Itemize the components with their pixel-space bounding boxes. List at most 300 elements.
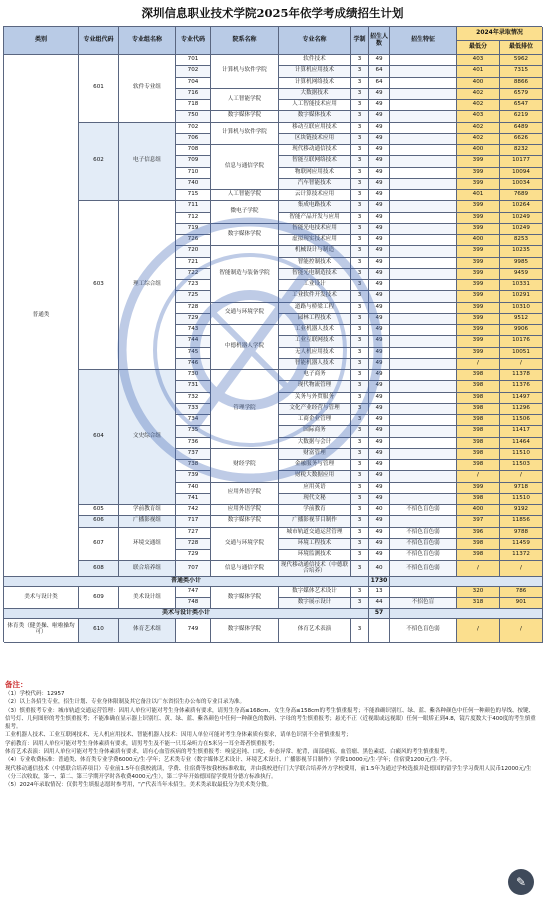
- major-name: 体育艺术表演: [279, 619, 351, 643]
- group-name: 电子信息组: [119, 123, 176, 202]
- major-code: 728: [176, 539, 211, 550]
- years: 3: [351, 156, 369, 167]
- min-rank-2024: 9192: [500, 505, 543, 516]
- min-rank-2024: 11376: [500, 381, 543, 392]
- major-name: 智能控制技术: [279, 258, 351, 269]
- floating-edit-button[interactable]: [508, 869, 534, 895]
- years: 3: [351, 179, 369, 190]
- years: 3: [351, 190, 369, 201]
- enroll-count: 49: [369, 550, 390, 561]
- min-score-2024: 399: [457, 201, 500, 212]
- major-name: 数字展示设计: [279, 598, 351, 609]
- feature: [390, 246, 457, 257]
- enroll-count: 49: [369, 291, 390, 302]
- feature: 不招色盲色弱: [390, 528, 457, 539]
- years: 3: [351, 336, 369, 347]
- group-name: 环境交通组: [119, 528, 176, 562]
- major-name: 国际商务: [279, 426, 351, 437]
- general-subtotal-blank: [390, 577, 543, 587]
- min-rank-2024: 9985: [500, 258, 543, 269]
- min-score-2024: 396: [457, 528, 500, 539]
- min-score-2024: 318: [457, 598, 500, 609]
- major-code: 709: [176, 156, 211, 167]
- sparkle-edit-icon: ✎: [515, 875, 527, 889]
- major-code: 729: [176, 314, 211, 325]
- min-score-2024: 398: [457, 438, 500, 449]
- years: 3: [351, 66, 369, 77]
- min-score-2024: 399: [457, 179, 500, 190]
- enroll-count: 49: [369, 156, 390, 167]
- enroll-count: 49: [369, 100, 390, 111]
- note-line: （4）专业收费标准：普通类、体育类专业学费6000元/生·学年；艺术类专业（数字媒体艺术设计、环境艺术设计、广播影视节目制作）学费10000元/生·学年；住宿费1200元/生·学年。: [5, 757, 456, 764]
- years: 3: [351, 587, 369, 598]
- min-rank-2024: 10249: [500, 224, 543, 235]
- years: 3: [351, 100, 369, 111]
- min-score-2024: 398: [457, 449, 500, 460]
- min-rank-2024: 8866: [500, 78, 543, 89]
- major-code: 706: [176, 134, 211, 145]
- major-code: 720: [176, 246, 211, 257]
- feature: [390, 111, 457, 122]
- years: 3: [351, 449, 369, 460]
- major-name: 智能光电技术应用: [279, 224, 351, 235]
- major-name: 智能机器人技术: [279, 359, 351, 370]
- feature: [390, 325, 457, 336]
- min-rank-2024: 9512: [500, 314, 543, 325]
- min-rank-2024: 11503: [500, 460, 543, 471]
- college-name: 应用外语学院: [211, 505, 279, 516]
- min-rank-2024: /: [500, 619, 543, 643]
- major-name: 机械设计与制造: [279, 246, 351, 257]
- years: 3: [351, 561, 369, 577]
- min-rank-2024: 10051: [500, 348, 543, 359]
- years: 3: [351, 89, 369, 100]
- years: 3: [351, 539, 369, 550]
- enroll-count: 49: [369, 404, 390, 415]
- feature: [390, 269, 457, 280]
- major-name: 物联网应用技术: [279, 168, 351, 179]
- major-code: 716: [176, 89, 211, 100]
- major-code: 721: [176, 258, 211, 269]
- feature: [390, 123, 457, 134]
- enroll-count: 49: [369, 336, 390, 347]
- header-group-code: 专业组代码: [79, 27, 119, 55]
- major-name: 工商企业管理: [279, 415, 351, 426]
- feature: [390, 471, 457, 482]
- group-name: 联合培养组: [119, 561, 176, 577]
- major-code: 732: [176, 393, 211, 404]
- min-score-2024: 402: [457, 134, 500, 145]
- header-category: 类别: [4, 27, 79, 55]
- min-rank-2024: 11378: [500, 370, 543, 381]
- feature: [390, 179, 457, 190]
- feature: [390, 415, 457, 426]
- feature: 不招色盲色弱: [390, 505, 457, 516]
- major-name: 云计算技术应用: [279, 190, 351, 201]
- years: 3: [351, 494, 369, 505]
- min-rank-2024: 10249: [500, 213, 543, 224]
- years: 3: [351, 415, 369, 426]
- enroll-count: 49: [369, 269, 390, 280]
- header-count: 招生人数: [369, 27, 390, 55]
- min-rank-2024: 11497: [500, 393, 543, 404]
- college-name: 财经学院: [211, 449, 279, 483]
- min-score-2024: 399: [457, 280, 500, 291]
- enroll-count: 49: [369, 426, 390, 437]
- min-score-2024: 399: [457, 314, 500, 325]
- years: 3: [351, 134, 369, 145]
- min-rank-2024: 10034: [500, 179, 543, 190]
- years: 3: [351, 426, 369, 437]
- notes-section: [5, 679, 537, 903]
- major-code: 727: [176, 528, 211, 539]
- min-rank-2024: 6547: [500, 100, 543, 111]
- min-rank-2024: 10264: [500, 201, 543, 212]
- min-rank-2024: 9788: [500, 528, 543, 539]
- enroll-count: 44: [369, 598, 390, 609]
- college-name: 人工智能学院: [211, 190, 279, 201]
- min-score-2024: 398: [457, 415, 500, 426]
- major-name: 集成电路技术: [279, 201, 351, 212]
- min-rank-2024: 11510: [500, 494, 543, 505]
- years: 3: [351, 213, 369, 224]
- feature: [390, 190, 457, 201]
- major-code: 711: [176, 201, 211, 212]
- group-code: 605: [79, 505, 119, 516]
- min-score-2024: 403: [457, 55, 500, 66]
- group-code: 609: [79, 587, 119, 610]
- min-score-2024: 400: [457, 78, 500, 89]
- min-score-2024: 399: [457, 224, 500, 235]
- group-code: 608: [79, 561, 119, 577]
- major-name: 虚拟现实技术应用: [279, 235, 351, 246]
- enroll-count: 49: [369, 494, 390, 505]
- min-score-2024: 399: [457, 336, 500, 347]
- college-name: 智能制造与装备学院: [211, 246, 279, 302]
- note-line: （3）慎重报考专业：城市轨道交通运营管理：因用人单位可能对考生身体素质有要求，请男生身高≤168cm、女生身高≤158cm的考生慎重报考；不能准确识别红、绿、蓝、紫各种颜色中任何一种颜色的导线、按键、信号灯、几何图形的考生慎重报考；不能准确在显示器上识别红、黄、绿、蓝、紫各颜色中任何一种颜色的数码、字母的考生慎重报考；悬光不正（近视眼或远视眼）任何一眼矫正到4.8，镜片度数大于400度的考生慎重报考。: [5, 707, 536, 731]
- years: 3: [351, 438, 369, 449]
- years: 3: [351, 325, 369, 336]
- enroll-count: 49: [369, 201, 390, 212]
- feature: [390, 303, 457, 314]
- years: 3: [351, 370, 369, 381]
- enroll-count: 49: [369, 539, 390, 550]
- min-rank-2024: 5962: [500, 55, 543, 66]
- enroll-count: [369, 619, 390, 643]
- college-name: 数字媒体学院: [211, 111, 279, 122]
- enroll-count: 49: [369, 258, 390, 269]
- years: 3: [351, 471, 369, 482]
- major-name: 软件技术: [279, 55, 351, 66]
- min-rank-2024: 10235: [500, 246, 543, 257]
- years: 3: [351, 111, 369, 122]
- min-rank-2024: 10310: [500, 303, 543, 314]
- category-sports: 体育类（健美操、啦啦操均可）: [4, 619, 79, 643]
- enroll-count: 49: [369, 145, 390, 156]
- years: 3: [351, 314, 369, 325]
- min-rank-2024: 8232: [500, 145, 543, 156]
- enroll-count: 49: [369, 213, 390, 224]
- min-rank-2024: 786: [500, 587, 543, 598]
- major-code: 740: [176, 483, 211, 494]
- years: 3: [351, 598, 369, 609]
- min-score-2024: 398: [457, 426, 500, 437]
- feature: [390, 66, 457, 77]
- min-rank-2024: 11459: [500, 539, 543, 550]
- enroll-count: 49: [369, 111, 390, 122]
- min-rank-2024: 9718: [500, 483, 543, 494]
- feature: [390, 201, 457, 212]
- min-score-2024: 402: [457, 100, 500, 111]
- enroll-count: 49: [369, 348, 390, 359]
- major-name: 工业软件开发技术: [279, 291, 351, 302]
- major-name: 计算机应用技术: [279, 66, 351, 77]
- major-name: 区块链技术应用: [279, 134, 351, 145]
- feature: [390, 134, 457, 145]
- min-score-2024: 397: [457, 516, 500, 527]
- years: 3: [351, 550, 369, 561]
- major-name: 财税大数据应用: [279, 471, 351, 482]
- major-code: 749: [176, 619, 211, 643]
- major-name: 智能光电制造技术: [279, 269, 351, 280]
- header-years: 学制: [351, 27, 369, 55]
- feature: [390, 235, 457, 246]
- header-2024: 2024年录取情况: [457, 27, 543, 41]
- enroll-count: 64: [369, 78, 390, 89]
- min-score-2024: 400: [457, 145, 500, 156]
- enroll-count: 49: [369, 415, 390, 426]
- notes-title: 备注：: [5, 680, 28, 689]
- years: 3: [351, 145, 369, 156]
- major-name: 财富管理: [279, 449, 351, 460]
- group-name: 文史综合组: [119, 370, 176, 505]
- major-name: 工业设计: [279, 280, 351, 291]
- years: 3: [351, 404, 369, 415]
- enroll-count: 49: [369, 123, 390, 134]
- enroll-count: 49: [369, 528, 390, 539]
- enroll-count: 13: [369, 587, 390, 598]
- enroll-count: 49: [369, 179, 390, 190]
- major-name: 移动互联应用技术: [279, 123, 351, 134]
- major-code: 750: [176, 111, 211, 122]
- major-code: 735: [176, 426, 211, 437]
- min-rank-2024: 10094: [500, 168, 543, 179]
- major-code: 734: [176, 415, 211, 426]
- min-rank-2024: 10176: [500, 336, 543, 347]
- feature: [390, 168, 457, 179]
- min-rank-2024: 7315: [500, 66, 543, 77]
- group-code: 607: [79, 528, 119, 562]
- min-score-2024: 402: [457, 89, 500, 100]
- min-score-2024: 398: [457, 370, 500, 381]
- min-rank-2024: 11464: [500, 438, 543, 449]
- college-name: 信息与通信学院: [211, 145, 279, 190]
- major-name: 计算机网络技术: [279, 78, 351, 89]
- years: 3: [351, 303, 369, 314]
- min-rank-2024: 6579: [500, 89, 543, 100]
- min-score-2024: 401: [457, 190, 500, 201]
- major-code: 719: [176, 224, 211, 235]
- years: 3: [351, 619, 369, 643]
- college-name: 数字媒体学院: [211, 516, 279, 527]
- major-code: 737: [176, 449, 211, 460]
- group-name: 体育艺术组: [119, 619, 176, 643]
- years: 3: [351, 505, 369, 516]
- major-name: 工业机器人技术: [279, 325, 351, 336]
- enroll-count: 64: [369, 66, 390, 77]
- min-rank-2024: 10291: [500, 291, 543, 302]
- years: 3: [351, 246, 369, 257]
- major-name: 智能产品开发与应用: [279, 213, 351, 224]
- enroll-count: 49: [369, 393, 390, 404]
- feature: [390, 393, 457, 404]
- feature: [390, 145, 457, 156]
- major-code: 704: [176, 78, 211, 89]
- min-rank-2024: 7689: [500, 190, 543, 201]
- major-code: 746: [176, 359, 211, 370]
- min-rank-2024: /: [500, 471, 543, 482]
- header-group-name: 专业组名称: [119, 27, 176, 55]
- min-score-2024: 398: [457, 393, 500, 404]
- enrollment-table: [3, 26, 542, 642]
- group-name: 软件专业组: [119, 55, 176, 123]
- feature: [390, 280, 457, 291]
- major-name: 学前教育: [279, 505, 351, 516]
- years: 3: [351, 269, 369, 280]
- major-name: 城市轨道交通运营管理: [279, 528, 351, 539]
- college-name: 中德机器人学院: [211, 325, 279, 370]
- major-code: 710: [176, 168, 211, 179]
- min-rank-2024: 8253: [500, 235, 543, 246]
- min-rank-2024: 11372: [500, 550, 543, 561]
- years: 3: [351, 123, 369, 134]
- min-score-2024: 399: [457, 325, 500, 336]
- header-major-code: 专业代码: [176, 27, 211, 55]
- major-code: 733: [176, 404, 211, 415]
- feature: [390, 494, 457, 505]
- years: 3: [351, 291, 369, 302]
- header-major-name: 专业名称: [279, 27, 351, 55]
- min-rank-2024: 6626: [500, 134, 543, 145]
- years: 3: [351, 78, 369, 89]
- major-code: 708: [176, 145, 211, 156]
- art-subtotal-value: 57: [369, 609, 390, 619]
- enroll-count: 40: [369, 561, 390, 577]
- enroll-count: 49: [369, 516, 390, 527]
- group-code: 610: [79, 619, 119, 643]
- min-rank-2024: 11506: [500, 415, 543, 426]
- min-score-2024: 399: [457, 246, 500, 257]
- feature: [390, 348, 457, 359]
- major-name: 汽车智能技术: [279, 179, 351, 190]
- note-line: 体育艺术表演：因用人单位可能对考生身体素质有要求，请有心血管疾病的考生慎重报考：嗅觉迟钝、口吃、步态异常、驼背，面部疤痕、血管瘤、黑色素痣、白癜风的考生慎重报考。: [5, 749, 451, 756]
- feature: [390, 483, 457, 494]
- min-score-2024: /: [457, 619, 500, 643]
- major-code: 748: [176, 598, 211, 609]
- major-name: 环境工程技术: [279, 539, 351, 550]
- major-name: 大数据与会计: [279, 438, 351, 449]
- group-name: 广播影视组: [119, 516, 176, 527]
- enroll-count: 49: [369, 471, 390, 482]
- feature: [390, 438, 457, 449]
- feature: [390, 404, 457, 415]
- header-feature: 招生特征: [390, 27, 457, 55]
- feature: [390, 370, 457, 381]
- note-line: （5）2024年录取情况：仅供考生填报志愿时参考用，“/”代表当年未招生。美术类录取最低分为美术类分数。: [5, 782, 273, 789]
- min-score-2024: 403: [457, 111, 500, 122]
- major-name: 电子商务: [279, 370, 351, 381]
- major-name: 智能互联网络技术: [279, 156, 351, 167]
- years: 3: [351, 516, 369, 527]
- art-subtotal-blank: [390, 609, 543, 619]
- years: 3: [351, 201, 369, 212]
- min-score-2024: 401: [457, 66, 500, 77]
- feature: [390, 336, 457, 347]
- feature: 不招色盲色弱: [390, 561, 457, 577]
- page-title: 深圳信息职业技术学院2025年依学考成绩招生计划: [141, 6, 404, 20]
- feature: 不招色盲色弱: [390, 539, 457, 550]
- category-art: 美术与设计类: [4, 587, 79, 610]
- min-score-2024: 399: [457, 483, 500, 494]
- feature: [390, 460, 457, 471]
- enroll-count: 49: [369, 325, 390, 336]
- min-rank-2024: /: [500, 561, 543, 577]
- header-college: 院系名称: [211, 27, 279, 55]
- min-rank-2024: 10177: [500, 156, 543, 167]
- major-name: 道路与桥梁工程: [279, 303, 351, 314]
- enroll-count: 49: [369, 303, 390, 314]
- major-name: 现代物流管理: [279, 381, 351, 392]
- major-code: 739: [176, 471, 211, 482]
- enroll-count: 49: [369, 134, 390, 145]
- years: 3: [351, 280, 369, 291]
- years: 3: [351, 55, 369, 66]
- major-code: 742: [176, 505, 211, 516]
- group-name: 学前教育组: [119, 505, 176, 516]
- enroll-count: 49: [369, 449, 390, 460]
- college-name: 人工智能学院: [211, 89, 279, 112]
- college-name: 计算机与软件学院: [211, 123, 279, 146]
- feature: [390, 359, 457, 370]
- group-code: 603: [79, 201, 119, 370]
- years: 3: [351, 168, 369, 179]
- min-score-2024: 398: [457, 550, 500, 561]
- major-code: 744: [176, 336, 211, 347]
- major-name: 现代移动通信技术（中德联合培养）: [279, 561, 351, 577]
- major-code: 730: [176, 370, 211, 381]
- feature: [390, 381, 457, 392]
- major-code: 707: [176, 561, 211, 577]
- header-min-score: 最低分: [457, 41, 500, 55]
- note-line: 学前教育：因用人单位可能对考生身体素质有要求，请男考生及不能一只耳朵听力在5米另一耳全聋者慎重报考；: [5, 740, 279, 747]
- years: 3: [351, 393, 369, 404]
- major-code: 715: [176, 190, 211, 201]
- enroll-count: 49: [369, 280, 390, 291]
- feature: [390, 258, 457, 269]
- major-name: 数字媒体艺术设计: [279, 587, 351, 598]
- major-name: 园林工程技术: [279, 314, 351, 325]
- major-code: 738: [176, 460, 211, 471]
- feature: [390, 449, 457, 460]
- min-score-2024: /: [457, 561, 500, 577]
- major-code: 702: [176, 123, 211, 134]
- min-rank-2024: 11510: [500, 449, 543, 460]
- major-name: 数字媒体技术: [279, 111, 351, 122]
- years: 3: [351, 528, 369, 539]
- college-name: 交通与环境学院: [211, 303, 279, 326]
- min-rank-2024: 11856: [500, 516, 543, 527]
- college-name: 微电子学院: [211, 201, 279, 224]
